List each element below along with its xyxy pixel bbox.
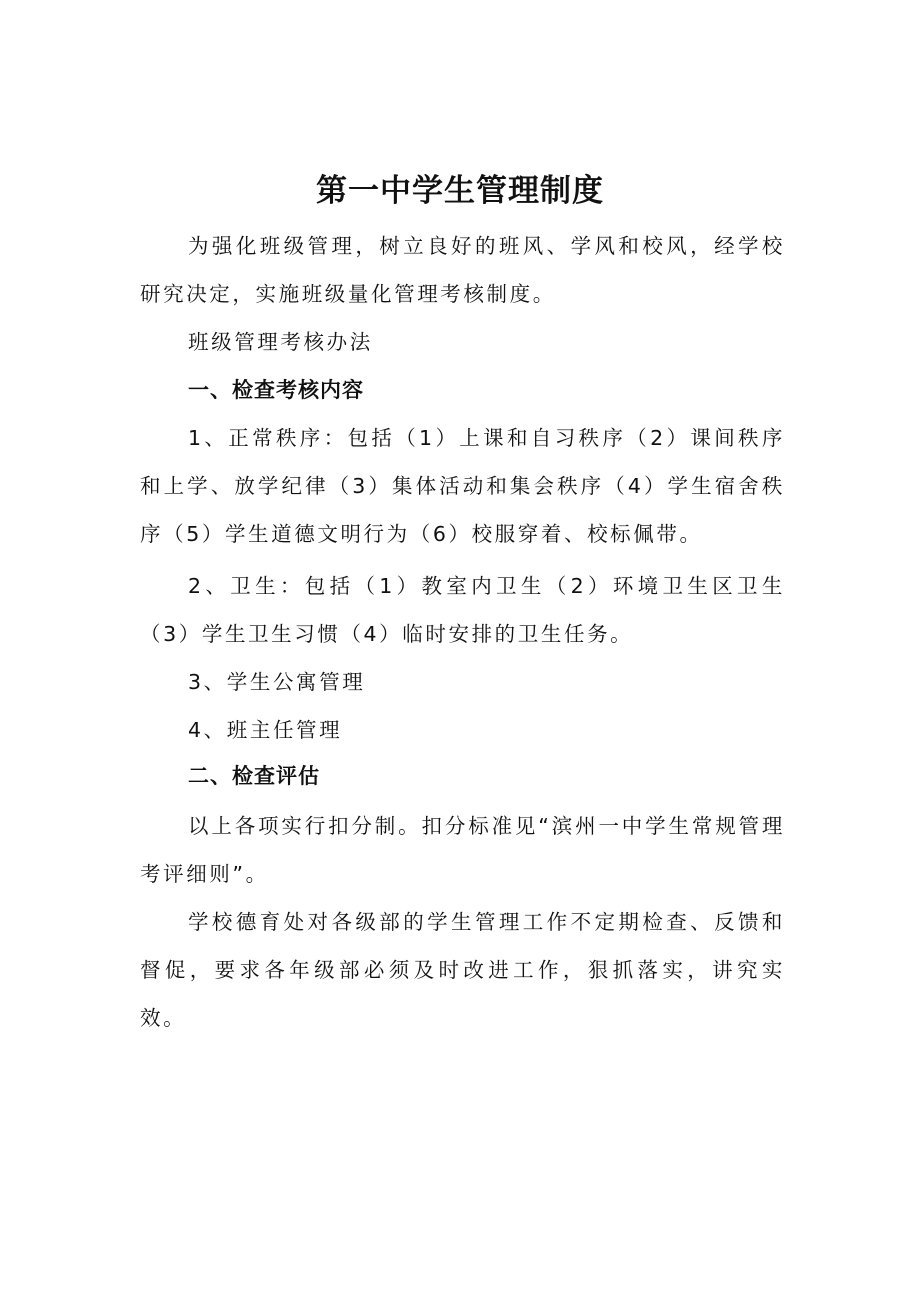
section-heading-1: 一、检查考核内容	[188, 378, 364, 402]
section-heading-2: 二、检查评估	[188, 764, 320, 788]
section1-item-3: 3、学生公寓管理	[188, 670, 366, 694]
method-label: 班级管理考核办法	[188, 330, 373, 354]
section1-item-1: 1、正常秩序：包括（1）上课和自习秩序（2）课间秩序和上学、放学纪律（3）集体活动和集会秩序（4）学生宿舍秩序（5）学生道德文明行为（6）校服穿着、校标佩带。	[140, 426, 785, 546]
section1-item-2: 2、卫生：包括（1）教室内卫生（2）环境卫生区卫生（3）学生卫生习惯（4）临时安排的卫生任务。	[140, 574, 785, 646]
section2-paragraph-2: 学校德育处对各级部的学生管理工作不定期检查、反馈和督促，要求各年级部必须及时改进工作，狠抓落实，讲究实效。	[140, 910, 785, 1030]
page-title: 第一中学生管理制度	[316, 172, 604, 209]
section1-item-4: 4、班主任管理	[188, 718, 343, 742]
intro-paragraph: 为强化班级管理，树立良好的班风、学风和校风，经学校研究决定，实施班级量化管理考核制度。	[140, 234, 785, 306]
section2-paragraph-1: 以上各项实行扣分制。扣分标准见“滨州一中学生常规管理考评细则”。	[140, 814, 785, 886]
